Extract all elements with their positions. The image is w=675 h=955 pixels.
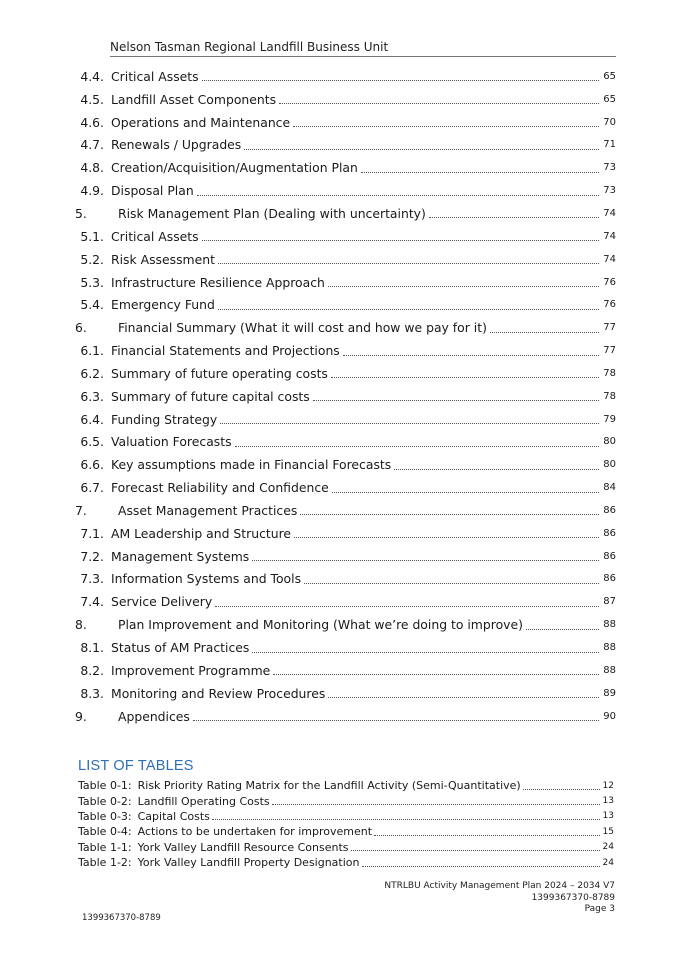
toc-entry-page: 88 bbox=[603, 664, 616, 676]
toc-entry-title: Disposal Plan bbox=[111, 183, 194, 199]
toc-entry-page: 65 bbox=[603, 70, 616, 82]
table-list-leader-dots bbox=[212, 818, 600, 820]
toc-entry[interactable] bbox=[73, 659, 616, 682]
toc-leader-dots bbox=[252, 651, 599, 653]
toc-entry-page: 79 bbox=[603, 413, 616, 425]
toc-leader-dots bbox=[218, 262, 599, 264]
toc-entry-title: Critical Assets bbox=[111, 68, 199, 84]
toc-entry[interactable] bbox=[73, 499, 616, 522]
toc-entry-number: 5.4. bbox=[80, 297, 104, 313]
toc-entry-page: 90 bbox=[603, 710, 616, 722]
toc-entry-title: Emergency Fund bbox=[111, 297, 215, 313]
toc-entry-number: 6.2. bbox=[80, 365, 104, 381]
toc-entry-title: Creation/Acquisition/Augmentation Plan bbox=[111, 160, 358, 176]
toc-entry-number: 4.9. bbox=[80, 183, 104, 199]
toc-entry-page: 73 bbox=[603, 162, 616, 174]
list-of-tables-heading: LIST OF TABLES bbox=[78, 758, 194, 774]
table-list-page: 24 bbox=[602, 842, 614, 853]
table-list-leader-dots bbox=[523, 788, 600, 790]
table-list-label: Table 0-3: bbox=[78, 809, 132, 823]
toc-entry-page: 71 bbox=[603, 139, 616, 151]
toc-entry-title: Plan Improvement and Monitoring (What we’re doing to improve) bbox=[118, 617, 523, 633]
toc-entry-title: Summary of future operating costs bbox=[111, 365, 328, 381]
toc-entry-page: 78 bbox=[603, 390, 616, 402]
toc-entry-title: Valuation Forecasts bbox=[111, 434, 232, 450]
toc-entry-number: 5.2. bbox=[80, 251, 104, 267]
toc-entry-number: 4.6. bbox=[80, 114, 104, 130]
toc-leader-dots bbox=[332, 491, 599, 493]
toc-entry[interactable] bbox=[73, 293, 616, 316]
table-list-label: Table 0-4: bbox=[78, 825, 132, 839]
toc-entry[interactable] bbox=[73, 522, 616, 545]
toc-entry-number: 6.4. bbox=[80, 411, 104, 427]
footer-ref: 1399367370-8789 bbox=[531, 892, 615, 903]
toc-entry-page: 88 bbox=[603, 642, 616, 654]
toc-leader-dots bbox=[394, 468, 599, 470]
table-list-entry[interactable] bbox=[78, 809, 614, 824]
toc-entry-title: Monitoring and Review Procedures bbox=[111, 685, 326, 701]
toc-entry-page: 87 bbox=[603, 596, 616, 608]
footer-plan: NTRLBU Activity Management Plan 2024 – 2034 V7 bbox=[384, 881, 615, 891]
toc-entry-page: 74 bbox=[603, 207, 616, 219]
toc-entry-title: Status of AM Practices bbox=[111, 640, 250, 656]
toc-entry[interactable] bbox=[73, 385, 616, 408]
toc-entry-title: AM Leadership and Structure bbox=[111, 525, 292, 541]
table-list-page: 12 bbox=[602, 780, 614, 791]
table-list-entry[interactable] bbox=[78, 793, 614, 808]
toc-entry-number: 7.1. bbox=[80, 525, 104, 541]
table-list-label: Table 1-2: bbox=[78, 856, 132, 870]
toc-entry[interactable] bbox=[73, 156, 616, 179]
toc-entry-number: 5.1. bbox=[80, 228, 104, 244]
table-list-title: Actions to be undertaken for improvement bbox=[137, 825, 373, 839]
toc-leader-dots bbox=[273, 673, 599, 675]
toc-entry-number: 8. bbox=[75, 617, 87, 633]
toc-entry-number: 6.6. bbox=[80, 457, 104, 473]
toc-entry[interactable] bbox=[73, 316, 616, 339]
toc-entry[interactable] bbox=[73, 225, 616, 248]
table-list-title: Risk Priority Rating Matrix for the Landfill Activity (Semi-Quantitative) bbox=[137, 779, 521, 793]
table-list-page: 24 bbox=[602, 857, 614, 868]
toc-leader-dots bbox=[304, 582, 599, 584]
toc-entry-number: 5. bbox=[75, 205, 87, 221]
table-list-title: Landfill Operating Costs bbox=[137, 794, 270, 808]
toc-entry-title: Landfill Asset Components bbox=[111, 91, 277, 107]
toc-entry[interactable] bbox=[73, 362, 616, 385]
toc-entry[interactable] bbox=[73, 111, 616, 134]
toc-entry-page: 86 bbox=[603, 527, 616, 539]
toc-entry-title: Information Systems and Tools bbox=[111, 571, 302, 587]
table-list-entry[interactable] bbox=[78, 824, 614, 839]
toc-entry[interactable] bbox=[73, 65, 616, 88]
toc-entry-number: 6. bbox=[75, 320, 87, 336]
table-list-page: 13 bbox=[602, 796, 614, 807]
toc-leader-dots bbox=[197, 194, 599, 196]
toc-entry[interactable] bbox=[73, 476, 616, 499]
toc-leader-dots bbox=[313, 399, 599, 401]
toc-entry[interactable] bbox=[73, 705, 616, 728]
table-list-leader-dots bbox=[374, 834, 600, 836]
page-footer bbox=[384, 881, 615, 916]
toc-leader-dots bbox=[328, 696, 599, 698]
toc-leader-dots bbox=[202, 79, 599, 81]
toc-entry-page: 65 bbox=[603, 93, 616, 105]
toc-entry-number: 6.7. bbox=[80, 480, 104, 496]
toc-entry-page: 74 bbox=[603, 230, 616, 242]
toc-entry-number: 8.3. bbox=[80, 685, 104, 701]
toc-entry-page: 89 bbox=[603, 687, 616, 699]
toc-entry-page: 76 bbox=[603, 299, 616, 311]
toc-entry-number: 8.1. bbox=[80, 640, 104, 656]
document-id: 1399367370-8789 bbox=[82, 913, 161, 923]
toc-entry-title: Financial Statements and Projections bbox=[111, 343, 340, 359]
toc-entry-title: Financial Summary (What it will cost and how we pay for it) bbox=[118, 320, 487, 336]
toc-entry-title: Service Delivery bbox=[111, 594, 213, 610]
toc-entry[interactable] bbox=[73, 431, 616, 454]
toc-leader-dots bbox=[293, 125, 599, 127]
toc-entry-number: 4.4. bbox=[80, 68, 104, 84]
toc-entry-number: 7.4. bbox=[80, 594, 104, 610]
table-list-page: 15 bbox=[602, 826, 614, 837]
toc-leader-dots bbox=[429, 216, 599, 218]
toc-entry-title: Asset Management Practices bbox=[118, 502, 298, 518]
toc-entry[interactable] bbox=[73, 613, 616, 636]
toc-entry-number: 7.2. bbox=[80, 548, 104, 564]
toc-entry[interactable] bbox=[73, 202, 616, 225]
toc-entry-number: 8.2. bbox=[80, 662, 104, 678]
toc-entry-page: 77 bbox=[603, 345, 616, 357]
table-list-entry[interactable] bbox=[78, 840, 614, 855]
toc-entry[interactable] bbox=[73, 179, 616, 202]
toc-entry-title: Management Systems bbox=[111, 548, 250, 564]
toc-entry-number: 7. bbox=[75, 502, 87, 518]
toc-entry-page: 80 bbox=[603, 436, 616, 448]
toc-entry[interactable] bbox=[73, 408, 616, 431]
toc-entry[interactable] bbox=[73, 636, 616, 659]
toc-leader-dots bbox=[252, 559, 599, 561]
toc-entry-page: 77 bbox=[603, 322, 616, 334]
toc-leader-dots bbox=[193, 719, 599, 721]
toc-entry-title: Summary of future capital costs bbox=[111, 388, 310, 404]
toc-leader-dots bbox=[331, 376, 599, 378]
toc-entry-number: 4.5. bbox=[80, 91, 104, 107]
table-list-entry[interactable] bbox=[78, 855, 614, 870]
toc-leader-dots bbox=[218, 308, 599, 310]
toc-leader-dots bbox=[294, 536, 599, 538]
toc-entry-page: 78 bbox=[603, 367, 616, 379]
table-list-leader-dots bbox=[351, 849, 601, 851]
footer-page-number: Page 3 bbox=[584, 904, 615, 914]
toc-entry[interactable] bbox=[73, 453, 616, 476]
toc-entry-number: 6.3. bbox=[80, 388, 104, 404]
toc-entry-page: 74 bbox=[603, 253, 616, 265]
toc-entry-number: 5.3. bbox=[80, 274, 104, 290]
table-list-entry[interactable] bbox=[78, 778, 614, 793]
toc-entry[interactable] bbox=[73, 271, 616, 294]
toc-entry-page: 86 bbox=[603, 550, 616, 562]
toc-entry-title: Funding Strategy bbox=[111, 411, 218, 427]
toc-entry-number: 6.5. bbox=[80, 434, 104, 450]
toc-entry-page: 88 bbox=[603, 619, 616, 631]
toc-entry[interactable] bbox=[73, 590, 616, 613]
toc-leader-dots bbox=[343, 354, 599, 356]
toc-entry-number: 4.7. bbox=[80, 137, 104, 153]
toc-entry[interactable] bbox=[73, 339, 616, 362]
toc-entry-number: 4.8. bbox=[80, 160, 104, 176]
toc-entry-number: 6.1. bbox=[80, 343, 104, 359]
table-list-label: Table 0-2: bbox=[78, 794, 132, 808]
toc-leader-dots bbox=[526, 628, 599, 630]
toc-leader-dots bbox=[490, 331, 599, 333]
toc-entry-title: Risk Assessment bbox=[111, 251, 215, 267]
toc-entry-number: 9. bbox=[75, 708, 87, 724]
header-rule bbox=[110, 56, 616, 57]
toc-entry-title: Operations and Maintenance bbox=[111, 114, 291, 130]
table-list-title: York Valley Landfill Property Designation bbox=[137, 856, 360, 870]
toc-entry-page: 73 bbox=[603, 185, 616, 197]
list-of-tables bbox=[78, 778, 614, 870]
table-list-page: 13 bbox=[602, 811, 614, 822]
toc-entry-title: Critical Assets bbox=[111, 228, 199, 244]
toc-entry-page: 70 bbox=[603, 116, 616, 128]
table-list-label: Table 1-1: bbox=[78, 840, 132, 854]
table-list-title: York Valley Landfill Resource Consents bbox=[137, 840, 349, 854]
toc-entry-page: 80 bbox=[603, 459, 616, 471]
toc-leader-dots bbox=[244, 148, 599, 150]
table-list-leader-dots bbox=[272, 803, 600, 805]
toc-entry-title: Forecast Reliability and Confidence bbox=[111, 480, 329, 496]
toc-entry-title: Appendices bbox=[118, 708, 190, 724]
toc-leader-dots bbox=[235, 445, 599, 447]
toc-entry[interactable] bbox=[73, 88, 616, 111]
toc-entry[interactable] bbox=[73, 568, 616, 591]
toc-leader-dots bbox=[202, 239, 599, 241]
toc-entry-page: 76 bbox=[603, 276, 616, 288]
table-of-contents bbox=[73, 65, 616, 727]
table-list-leader-dots bbox=[362, 865, 601, 867]
toc-entry[interactable] bbox=[73, 248, 616, 271]
toc-entry-title: Risk Management Plan (Dealing with uncertainty) bbox=[118, 205, 426, 221]
toc-entry-title: Improvement Programme bbox=[111, 662, 271, 678]
toc-leader-dots bbox=[215, 605, 599, 607]
header-title: Nelson Tasman Regional Landfill Business Unit bbox=[110, 40, 389, 54]
toc-entry-title: Key assumptions made in Financial Forecasts bbox=[111, 457, 392, 473]
toc-entry-number: 7.3. bbox=[80, 571, 104, 587]
table-list-title: Capital Costs bbox=[137, 809, 210, 823]
toc-leader-dots bbox=[220, 422, 599, 424]
toc-leader-dots bbox=[328, 285, 599, 287]
toc-leader-dots bbox=[361, 171, 599, 173]
table-list-label: Table 0-1: bbox=[78, 779, 132, 793]
toc-entry-title: Infrastructure Resilience Approach bbox=[111, 274, 325, 290]
toc-entry-title: Renewals / Upgrades bbox=[111, 137, 242, 153]
toc-leader-dots bbox=[300, 513, 599, 515]
toc-entry[interactable] bbox=[73, 134, 616, 157]
toc-entry-page: 84 bbox=[603, 482, 616, 494]
toc-leader-dots bbox=[279, 102, 599, 104]
toc-entry-page: 86 bbox=[603, 573, 616, 585]
toc-entry[interactable] bbox=[73, 682, 616, 705]
toc-entry-page: 86 bbox=[603, 504, 616, 516]
toc-entry[interactable] bbox=[73, 545, 616, 568]
